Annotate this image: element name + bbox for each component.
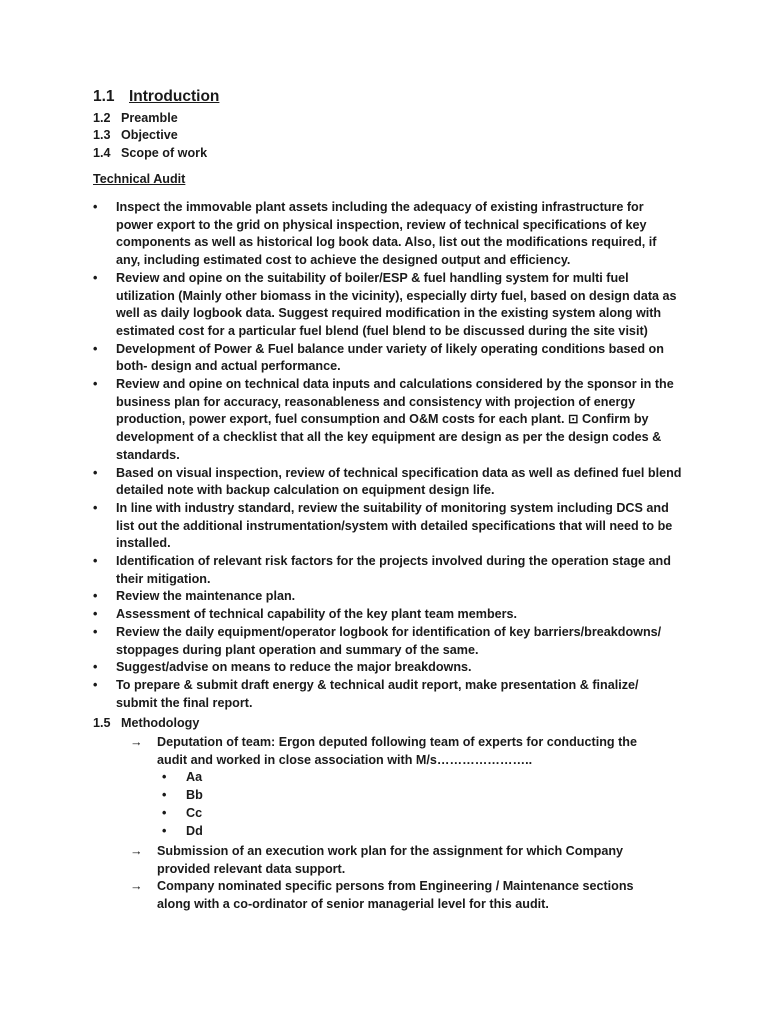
team-member-name: Aa [186, 770, 203, 784]
bullet-icon: • [93, 607, 98, 622]
bullet-icon: • [162, 770, 167, 784]
subsection-title: Preamble [121, 111, 178, 125]
list-item [93, 199, 683, 270]
subsection-number: 1.2 [93, 111, 111, 125]
subsection-preamble [93, 110, 178, 128]
subsection-title: Scope of work [121, 146, 208, 160]
list-item [93, 624, 683, 659]
list-item-text: Identification of relevant risk factors for the projects involved during the operation stage and their mitigation. [116, 554, 671, 586]
subsection-methodology [93, 716, 199, 730]
bullet-icon: • [93, 500, 98, 515]
subsection-number: 1.4 [93, 146, 111, 160]
list-item-text: Inspect the immovable plant assets including the adequacy of existing infrastructure for power export to the grid on physical inspection, review of technical specifications of key components as well as historical log book data. Also, list out the modifications required, if any, including estimated cost to achieve the designed output and efficiency. [116, 200, 657, 268]
bullet-icon: • [93, 554, 98, 569]
bullet-icon: • [93, 377, 98, 392]
bullet-icon: • [162, 806, 167, 820]
arrow-right-icon: → [130, 879, 143, 893]
list-item-text: Assessment of technical capability of the key plant team members. [116, 607, 518, 622]
bullet-icon: • [93, 677, 98, 692]
list-item [93, 341, 683, 376]
subsection-number: 1.5 [93, 716, 111, 730]
bullet-icon: • [93, 341, 98, 356]
technical-audit-heading: Technical Audit [93, 172, 186, 186]
team-member-name: Cc [186, 806, 203, 820]
team-member-name: Bb [186, 788, 203, 802]
bullet-icon: • [93, 270, 98, 285]
bullet-icon: • [93, 660, 98, 675]
list-item [93, 553, 683, 588]
team-member [162, 788, 203, 802]
section-heading-introduction [93, 88, 219, 106]
team-member-name: Dd [186, 824, 203, 838]
list-item-text: Review and opine on the suitability of boiler/ESP & fuel handling system for multi fuel utilization (Mainly other biomass in the vicinity), especially dirty fuel, based on design data as well as daily logbook data. Suggest required modification in the existing system along with estimated cost for a particular fuel blend (fuel blend to be discussed during the site visit) [116, 270, 677, 338]
subsection-objective [93, 127, 178, 145]
list-item-text: Suggest/advise on means to reduce the major breakdowns. [116, 660, 472, 675]
list-item [93, 465, 683, 500]
list-item [93, 270, 683, 341]
subsection-number: 1.3 [93, 128, 111, 142]
subsection-title: Objective [121, 128, 178, 142]
list-item [93, 376, 683, 465]
methodology-item-deputation [130, 734, 670, 769]
arrow-right-icon: → [130, 735, 143, 749]
list-item-text: Development of Power & Fuel balance under variety of likely operating conditions based on both- design and actual performance. [116, 341, 664, 374]
bullet-icon: • [93, 589, 98, 604]
bullet-icon: • [162, 824, 167, 838]
bullet-icon: • [93, 465, 98, 480]
list-item [93, 659, 683, 677]
bullet-icon: • [93, 200, 98, 214]
team-member [162, 770, 202, 784]
section-number: 1.1 [93, 88, 115, 105]
list-item-text: Review and opine on technical data inputs and calculations considered by the sponsor in the business plan for accuracy, reasonableness and consistency with projection of energy production, power export, fuel consumption and O&M costs for each plant. ⊡ Confirm by development of a checklist that all the key equipment are design as per the design codes & standards. [116, 377, 674, 462]
list-item [93, 588, 683, 606]
list-item [93, 500, 683, 553]
methodology-item-text: Company nominated specific persons from Engineering / Maintenance sections along with a co-ordinator of senior managerial level for this audit. [157, 879, 634, 911]
arrow-right-icon: → [130, 844, 143, 858]
list-item-text: To prepare & submit draft energy & technical audit report, make presentation & finalize/ submit the final report. [116, 677, 639, 710]
list-item-text: Review the maintenance plan. [116, 589, 296, 604]
team-member [162, 806, 202, 820]
team-member [162, 824, 203, 838]
list-item [93, 677, 683, 712]
subsection-title: Methodology [121, 716, 200, 730]
methodology-item-nominated-persons [130, 878, 670, 913]
list-item-text: In line with industry standard, review the suitability of monitoring system including DCS and list out the additional instrumentation/system with detailed specifications that will need to be installed. [116, 500, 673, 551]
methodology-item-work-plan [130, 843, 670, 878]
methodology-item-text: Deputation of team: Ergon deputed following team of experts for conducting the audit and worked in close association with M/s………………….. [157, 735, 637, 767]
list-item-text: Review the daily equipment/operator logbook for identification of key barriers/breakdowns/ stoppages during plant operation and summary of the same. [116, 624, 662, 657]
section-title: Introduction [129, 88, 220, 105]
bullet-icon: • [162, 788, 167, 802]
list-item [93, 606, 683, 624]
bullet-icon: • [93, 624, 98, 639]
methodology-item-text: Submission of an execution work plan for the assignment for which Company provided relevant data support. [157, 844, 624, 876]
list-item-text: Based on visual inspection, review of technical specification data as well as defined fuel blend detailed note with backup calculation on equipment design life. [116, 465, 682, 498]
technical-audit-list [93, 199, 683, 712]
subsection-scope-of-work [93, 145, 207, 163]
